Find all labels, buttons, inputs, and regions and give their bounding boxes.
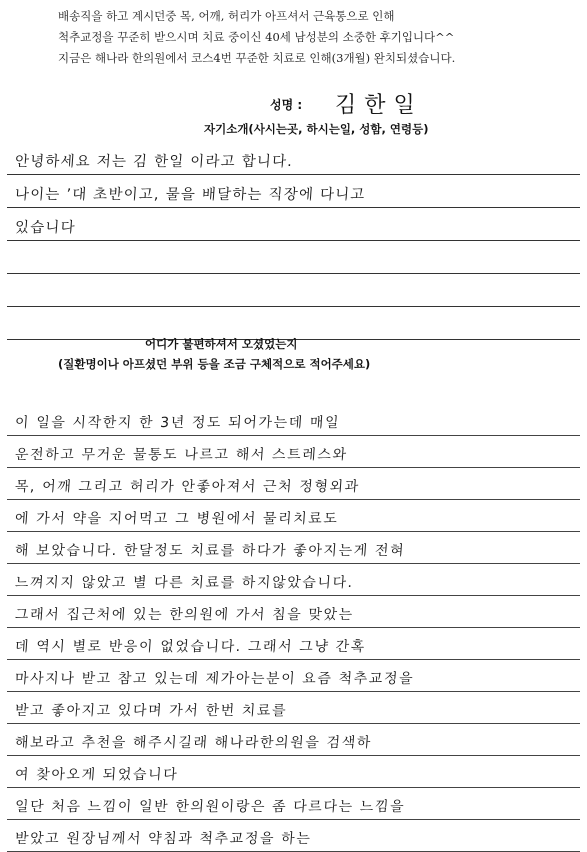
writing-line bbox=[7, 756, 580, 788]
intro-line: 배송직을 하고 계시던중 목, 어깨, 허리가 아프셔서 근육통으로 인해 bbox=[58, 9, 395, 23]
handwritten-text: 나이는 ’대 초반이고, 물을 배달하는 직장에 다니고 bbox=[14, 187, 367, 203]
writing-line bbox=[7, 142, 580, 175]
intro-line: 지금은 해나라 한의원에서 코스4번 꾸준한 치료로 인해(3개월) 완치되셨습니다. bbox=[58, 51, 456, 65]
handwritten-text: 데 역시 별로 반응이 없었습니다. 그래서 그냥 간혹 bbox=[14, 639, 367, 655]
writing-line bbox=[7, 500, 580, 532]
writing-line bbox=[7, 628, 580, 660]
writing-line bbox=[7, 692, 580, 724]
writing-line bbox=[7, 468, 580, 500]
handwritten-text: 해 보았습니다. 한달정도 치료를 하다가 좋아지는게 전혀 bbox=[14, 543, 406, 559]
name-value-handwritten: 김한일 bbox=[335, 93, 423, 118]
handwritten-text: 그래서 집근처에 있는 한의원에 가서 침을 맞았는 bbox=[14, 607, 355, 623]
handwritten-text: 받고 좋아지고 있다며 가서 한번 치료를 bbox=[14, 703, 288, 719]
writing-line bbox=[7, 660, 580, 692]
handwritten-text: 받았고 원장님께서 약침과 척추교정을 하는 bbox=[14, 831, 312, 847]
handwritten-text: 해보라고 추천을 해주시길래 해나라한의원을 검색하 bbox=[14, 735, 373, 751]
name-row bbox=[230, 92, 490, 118]
handwritten-text: 에 가서 약을 지어먹고 그 병원에서 물리치료도 bbox=[14, 511, 340, 527]
writing-line bbox=[7, 274, 580, 307]
handwritten-text: 목, 어깨 그리고 허리가 안좋아져서 근처 정형외과 bbox=[14, 479, 361, 495]
writing-line bbox=[7, 208, 580, 241]
writing-line bbox=[7, 820, 580, 852]
writing-line bbox=[7, 436, 580, 468]
section2-subheading: (질환명이나 아프셨던 부위 등을 조금 구체적으로 적어주세요) bbox=[58, 357, 371, 371]
section1-heading: 자기소개(사시는곳, 하시는일, 성함, 연령등) bbox=[204, 122, 429, 136]
writing-line bbox=[7, 404, 580, 436]
writing-line bbox=[7, 175, 580, 208]
writing-line bbox=[7, 788, 580, 820]
intro-line: 척추교정을 꾸준히 받으시며 치료 중이신 40세 남성분의 소중한 후기입니다^^ bbox=[58, 30, 455, 44]
writing-line bbox=[7, 241, 580, 274]
handwritten-text: 이 일을 시작한지 한 3년 정도 되어가는데 매일 bbox=[14, 415, 341, 431]
intro-text bbox=[58, 6, 568, 69]
handwritten-text: 일단 처음 느낌이 일반 한의원이랑은 좀 다르다는 느낌을 bbox=[14, 799, 406, 815]
handwritten-text: 안녕하세요 저는 김 한일 이라고 합니다. bbox=[14, 154, 294, 170]
writing-line bbox=[7, 724, 580, 756]
writing-line bbox=[7, 564, 580, 596]
writing-line bbox=[7, 596, 580, 628]
handwritten-text: 느껴지지 않았고 별 다른 치료를 하지않았습니다. bbox=[14, 575, 355, 591]
handwritten-text: 운전하고 무거운 물통도 나르고 해서 스트레스와 bbox=[14, 447, 349, 463]
writing-line bbox=[7, 532, 580, 564]
section2-lines bbox=[7, 404, 580, 852]
name-label: 성명 : bbox=[270, 98, 303, 112]
handwritten-text: 마사지나 받고 참고 있는데 제가아는분이 요즘 척추교정을 bbox=[14, 671, 415, 687]
handwritten-text: 여 찾아오게 되었습니다 bbox=[14, 767, 179, 783]
section2-heading: 어디가 불편하셔서 오셨었는지 bbox=[145, 337, 298, 351]
handwritten-text: 있습니다 bbox=[14, 220, 77, 236]
section1-lines bbox=[7, 142, 580, 340]
